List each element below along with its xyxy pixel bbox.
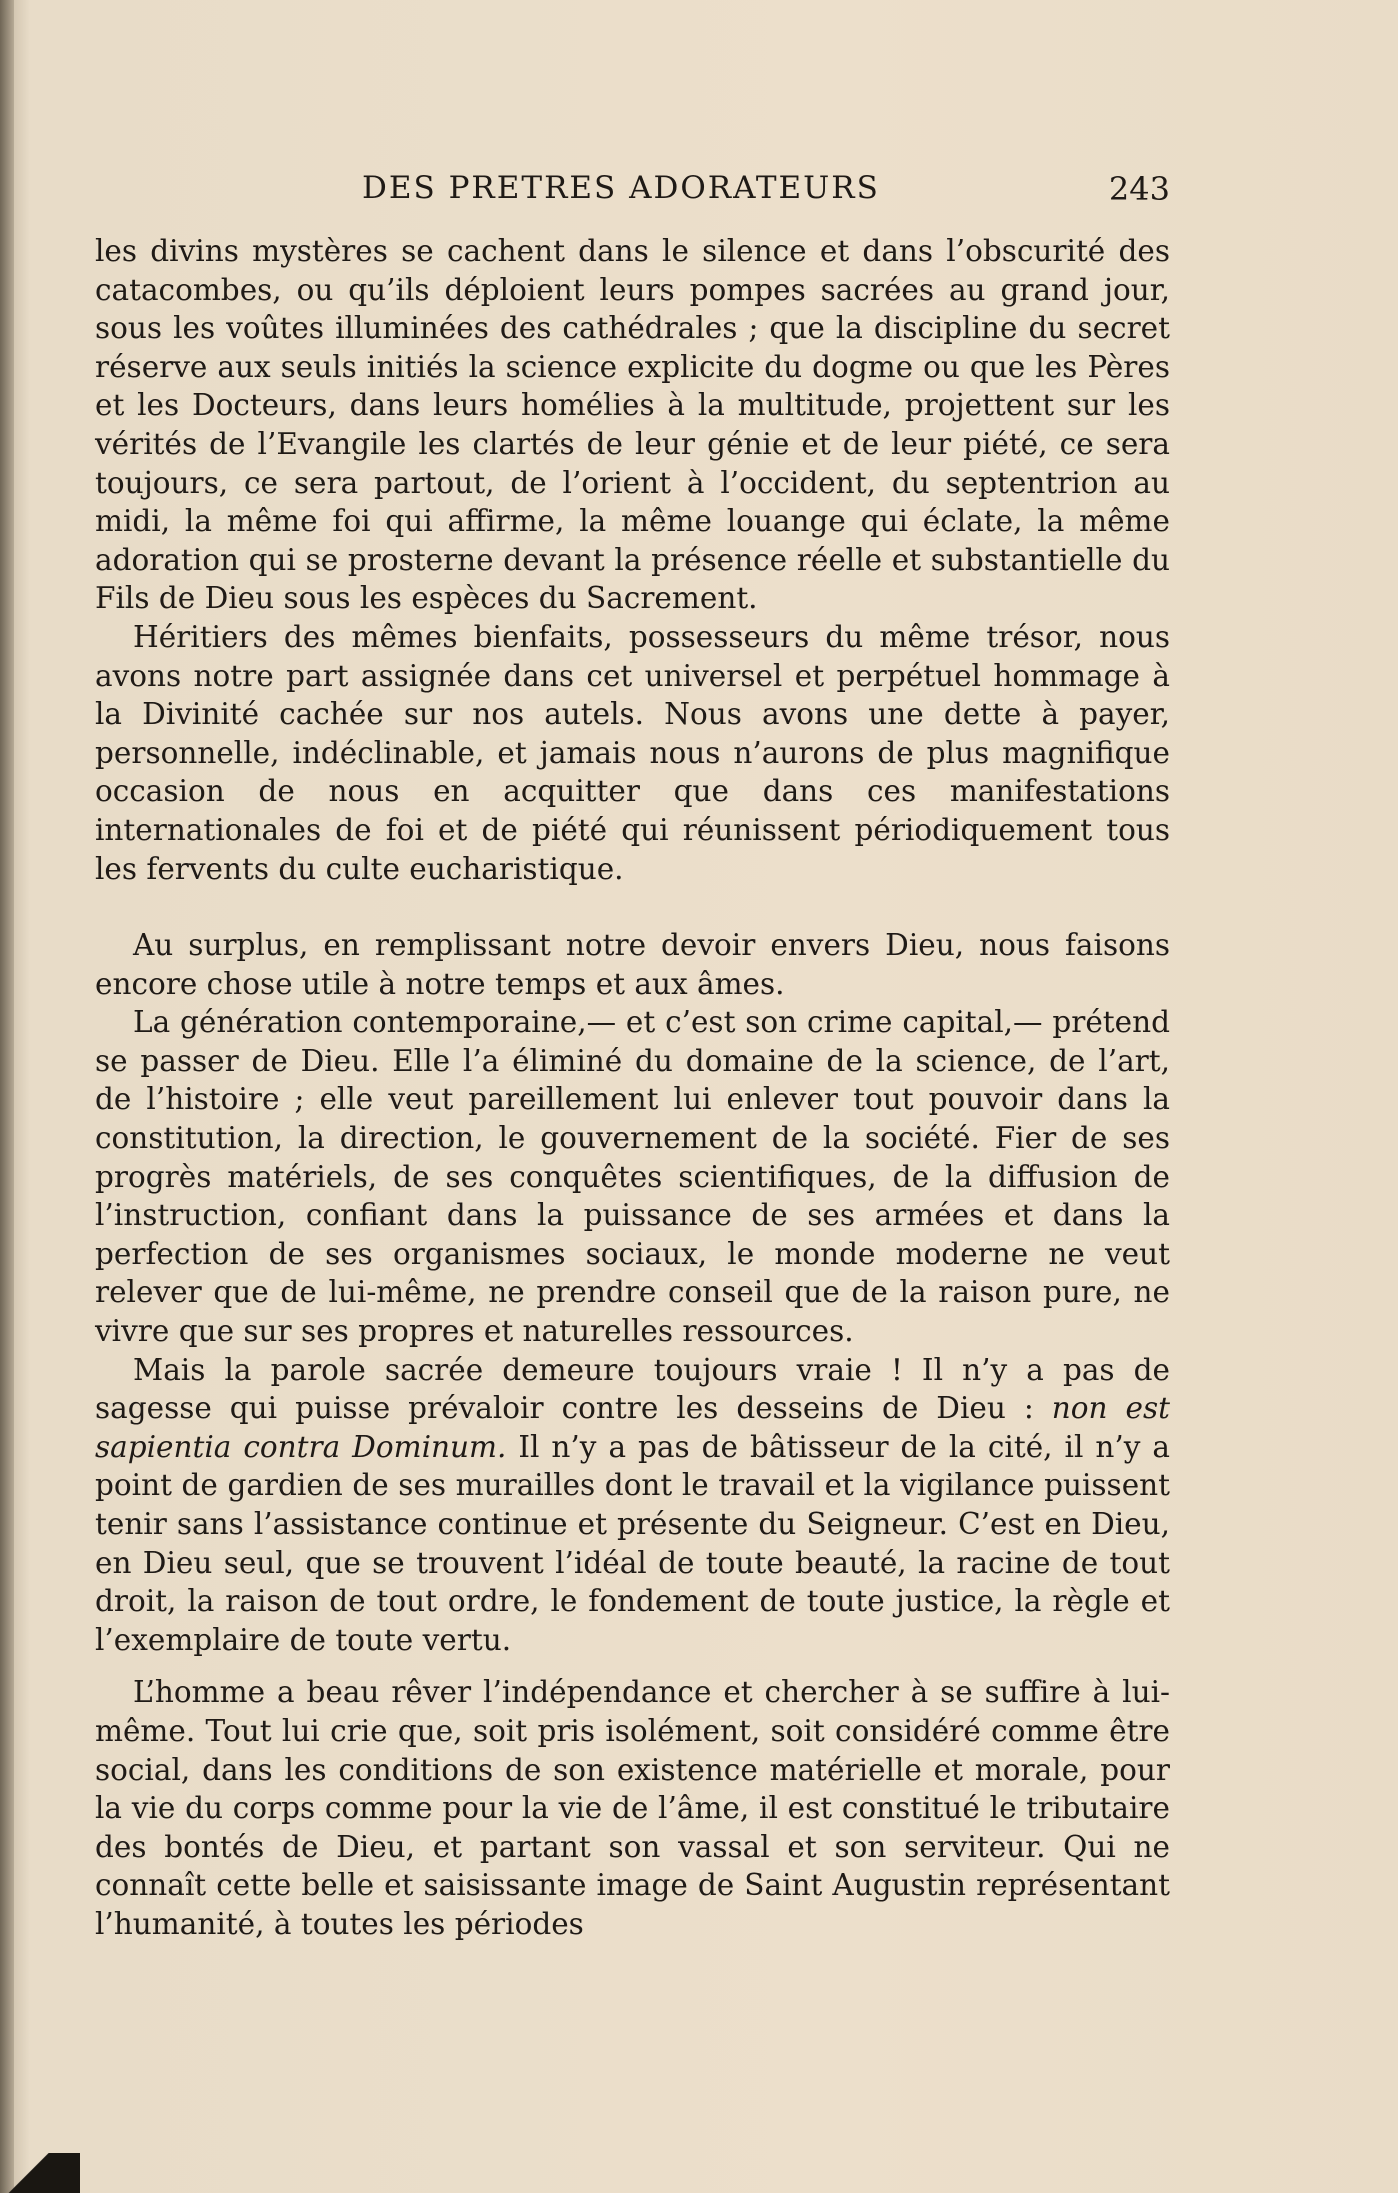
paragraph: L’homme a beau rêver l’indépendance et chercher à se suffire à lui-même. Tout lui crie que, soit pris isolément, soit considéré comme être social, dans les conditions de son existence matérielle et morale, pour la vie du corps comme pour la vie de l’âme, il est constitué le tributaire des bontés de Dieu, et partant son vassal et son serviteur. Qui ne connaît cette belle et saisissante image de Saint Augustin représentant l’humanité, à toutes les périodes xyxy=(95,1675,1170,1941)
book-spine-shadow xyxy=(0,0,14,2193)
paragraph-with-latin-quote xyxy=(95,1351,1170,1660)
page-number: 243 xyxy=(1108,170,1170,208)
running-head: DES PRETRES ADORATEURS xyxy=(362,170,880,206)
page-header xyxy=(100,170,1170,220)
latin-quotation: non est sapientia contra Dominum. xyxy=(95,1391,1170,1464)
paragraph-text: Mais la parole sacrée demeure toujours vraie ! Il n’y a pas de sagesse qui puisse prévaloir contre les desseins de Dieu : xyxy=(95,1352,1170,1426)
paragraph-text: Il n’y a pas de bâtisseur de la cité, il n’y a point de gardien de ses murailles dont le travail et la vigilance puissent tenir sans l’assistance continue et présente du Seigneur. C’est en Dieu, en Dieu seul, que se trouvent l’idéal de toute beauté, la racine de tout droit, la raison de tout ordre, le fondement de toute justice, la règle et l’exemplaire de toute vertu. xyxy=(95,1429,1170,1657)
body-text xyxy=(95,232,1170,1944)
paragraph: La génération contemporaine,— et c’est son crime capital,— prétend se passer de Dieu. Elle l’a éliminé du domaine de la science, de l’art, de l’histoire ; elle veut pareillement lui enlever tout pouvoir dans la constitution, la direction, le gouvernement de la société. Fier de ses progrès matériels, de ses conquêtes scientifiques, de la diffusion de l’instruction, confiant dans la puissance de ses armées et dans la perfection de ses organismes sociaux, le monde moderne ne veut relever que de lui-même, ne prendre conseil que de la raison pure, ne vivre que sur ses propres et naturelles ressources. xyxy=(95,1005,1170,1349)
page-corner-shadow xyxy=(0,2153,80,2193)
paragraph: Au surplus, en remplissant notre devoir envers Dieu, nous faisons encore chose utile à notre temps et aux âmes. xyxy=(95,928,1170,1001)
paragraph-continued: les divins mystères se cachent dans le silence et dans l’obscurité des catacombes, ou qu’ils déploient leurs pompes sacrées au grand jour, sous les voûtes illuminées des cathédrales ; que la discipline du secret réserve aux seuls initiés la science explicite du dogme ou que les Pères et les Docteurs, dans leurs homélies à la multitude, projettent sur les vérités de l’Evangile les clartés de leur génie et de leur piété, ce sera toujours, ce sera partout, de l’orient à l’occident, du septentrion au midi, la même foi qui affirme, la même louange qui éclate, la même adoration qui se prosterne devant la présence réelle et substantielle du Fils de Dieu sous les espèces du Sacrement. xyxy=(95,234,1170,616)
paragraph: Héritiers des mêmes bienfaits, possesseurs du même trésor, nous avons notre part assignée dans cet universel et perpétuel hommage à la Divinité cachée sur nos autels. Nous avons une dette à payer, personnelle, indéclinable, et jamais nous n’aurons de plus magnifique occasion de nous en acquitter que dans ces manifestations internationales de foi et de piété qui réunissent périodiquement tous les fervents du culte eucharistique. xyxy=(95,619,1170,886)
